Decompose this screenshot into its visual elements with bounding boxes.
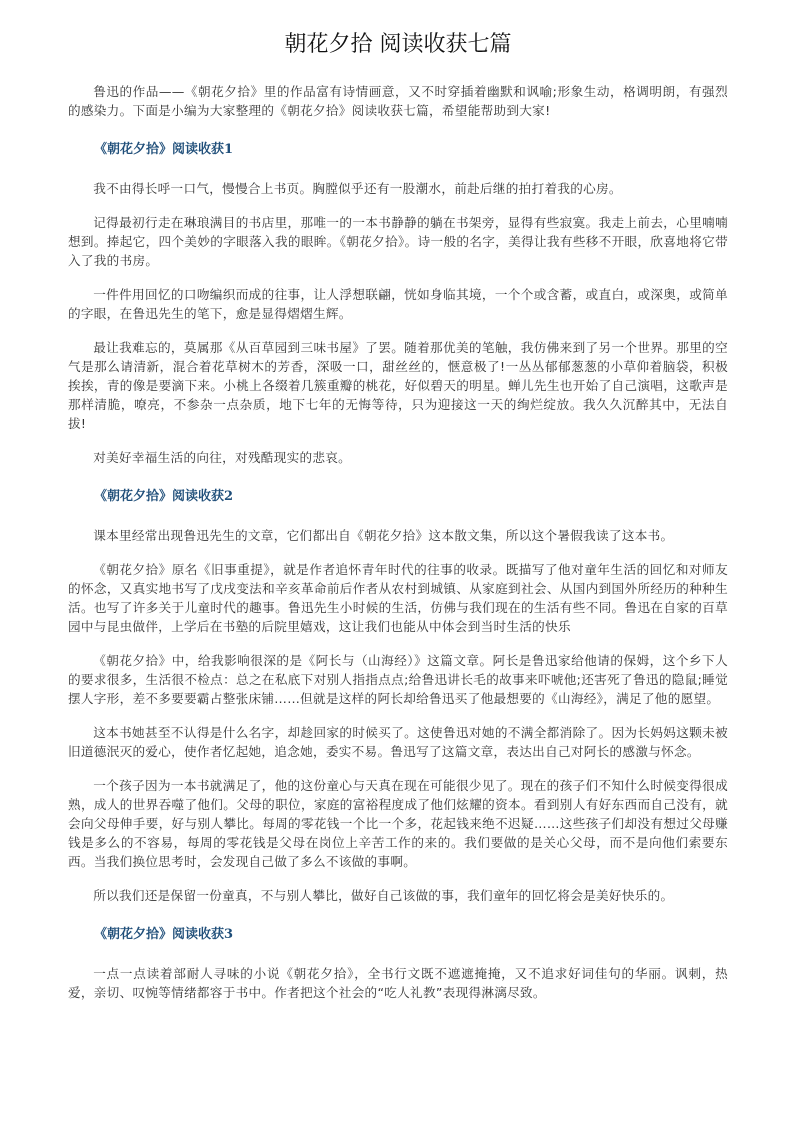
- document-title: 朝花夕拾 阅读收获七篇: [284, 32, 512, 57]
- body-paragraph: 对美好幸福生活的向往，对残酷现实的悲哀。: [93, 450, 352, 465]
- body-paragraph: 记得最初行走在琳琅满目的书店里，那唯一的一本书静静的躺在书架旁，显得有些寂寞。我走上前去，心里喃喃想到。捧起它，四个美妙的字眼落入我的眼眸。《朝花夕拾》。诗一般的名字，美得让我有些移不开眼，欣喜地将它带入了我的书房。: [68, 215, 728, 268]
- section-heading: 《朝花夕拾》阅读收获2: [94, 489, 234, 504]
- body-paragraph: 最让我难忘的，莫属那《从百草园到三味书屋》了罢。随着那优美的笔触，我仿佛来到了另一个世界。那里的空气是那么请清新，混合着花草树木的芳香，深吸一口，甜丝丝的，惬意极了!一丛丛郁郁葱葱的小草仰着脑袋，积极挨挨，青的像是要滴下来。小桃上各缀着几簇重瓣的桃花，好似碧天的明星。蝉儿先生也开始了自己演唱，这歌声是那样清脆，嘹亮，不参杂一点杂质，地下七年的无悔等待，只为迎接这一天的绚烂绽放。我久久沉醉其中，无法自拔!: [68, 340, 728, 431]
- body-paragraph: 这本书她甚至不认得是什么名字，却趁回家的时候买了。这使鲁迅对她的不满全都消除了。因为长妈妈这颗未被旧道德泯灭的爱心，使作者忆起她，追念她，委实不易。鲁迅写了这篇文章，表达出自己对阿长的感激与怀念。: [68, 725, 728, 759]
- body-paragraph: 《朝花夕拾》原名《旧事重提》，就是作者追怀青年时代的往事的收录。既描写了他对童年生活的回忆和对师友的怀念，又真实地书写了戊戌变法和辛亥革命前后作者从农村到城镇、从家庭到社会、从国内到国外所经历的种种生活。也写了许多关于儿童时代的趣事。鲁迅先生小时候的生活，仿佛与我们现在的生活有些不同。鲁迅在自家的百草园中与昆虫做伴，上学后在书塾的后院里嬉戏，这让我们也能从中体会到当时生活的快乐: [68, 562, 728, 634]
- section-heading: 《朝花夕拾》阅读收获3: [94, 927, 234, 942]
- body-paragraph: 一个孩子因为一本书就满足了，他的这份童心与天真在现在可能很少见了。现在的孩子们不知什么时候变得很成熟，成人的世界吞噬了他们。父母的职位，家庭的富裕程度成了他们炫耀的资本。看到别人有好东西而自己没有，就会向父母伸手要，好与别人攀比。每周的零花钱一个比一个多，花起钱来绝不迟疑……这些孩子们却没有想过父母赚钱是多么的不容易，每周的零花钱是父母在岗位上辛苦工作的来的。我们要做的是关心父母，而不是向他们索要东西。当我们换位思考时，会发现自己做了多么不该做的事啊。: [68, 778, 728, 869]
- body-paragraph: 我不由得长呼一口气，慢慢合上书页。胸膛似乎还有一股潮水，前赴后继的拍打着我的心房。: [93, 181, 622, 196]
- intro-paragraph: 鲁迅的作品——《朝花夕拾》里的作品富有诗情画意，又不时穿插着幽默和讽喻;形象生动，格调明朗，有强烈的感染力。下面是小编为大家整理的《朝花夕拾》阅读收获七篇，希望能帮助到大家!: [68, 84, 728, 118]
- body-paragraph: 《朝花夕拾》中，给我影响很深的是《阿长与（山海经）》这篇文章。阿长是鲁迅家给他请的保姆，这个乡下人的要求很多，生活很不检点：总之在私底下对别人指指点点;给鲁迅讲长毛的故事来吓唬他;还害死了鲁迅的隐鼠;睡觉摆人字形，差不多要要霸占整张床铺……但就是这样的阿长却给鲁迅买了他最想要的《山海经》，满足了他的愿望。: [68, 653, 728, 706]
- section-heading: 《朝花夕拾》阅读收获1: [94, 142, 234, 157]
- sections: [68, 140, 728, 1002]
- body-paragraph: 一点一点读着部耐人寻味的小说《朝花夕拾》，全书行文既不遮遮掩掩，又不追求好词佳句的华丽。讽刺，热爱，亲切、叹惋等情绪都容于书中。作者把这个社会的“吃人礼教”表现得淋漓尽致。: [68, 966, 728, 1000]
- body-paragraph: 课本里经常出现鲁迅先生的文章，它们都出自《朝花夕拾》这本散文集，所以这个暑假我读了这本书。: [93, 528, 674, 543]
- body-paragraph: 所以我们还是保留一份童真，不与别人攀比，做好自己该做的事，我们童年的回忆将会是美好快乐的。: [93, 888, 674, 903]
- body-paragraph: 一件件用回忆的口吻编织而成的往事，让人浮想联翩，恍如身临其境，一个个或含蓄，或直白，或深奥，或简单的字眼，在鲁迅先生的笔下，愈是显得熠熠生辉。: [68, 287, 728, 321]
